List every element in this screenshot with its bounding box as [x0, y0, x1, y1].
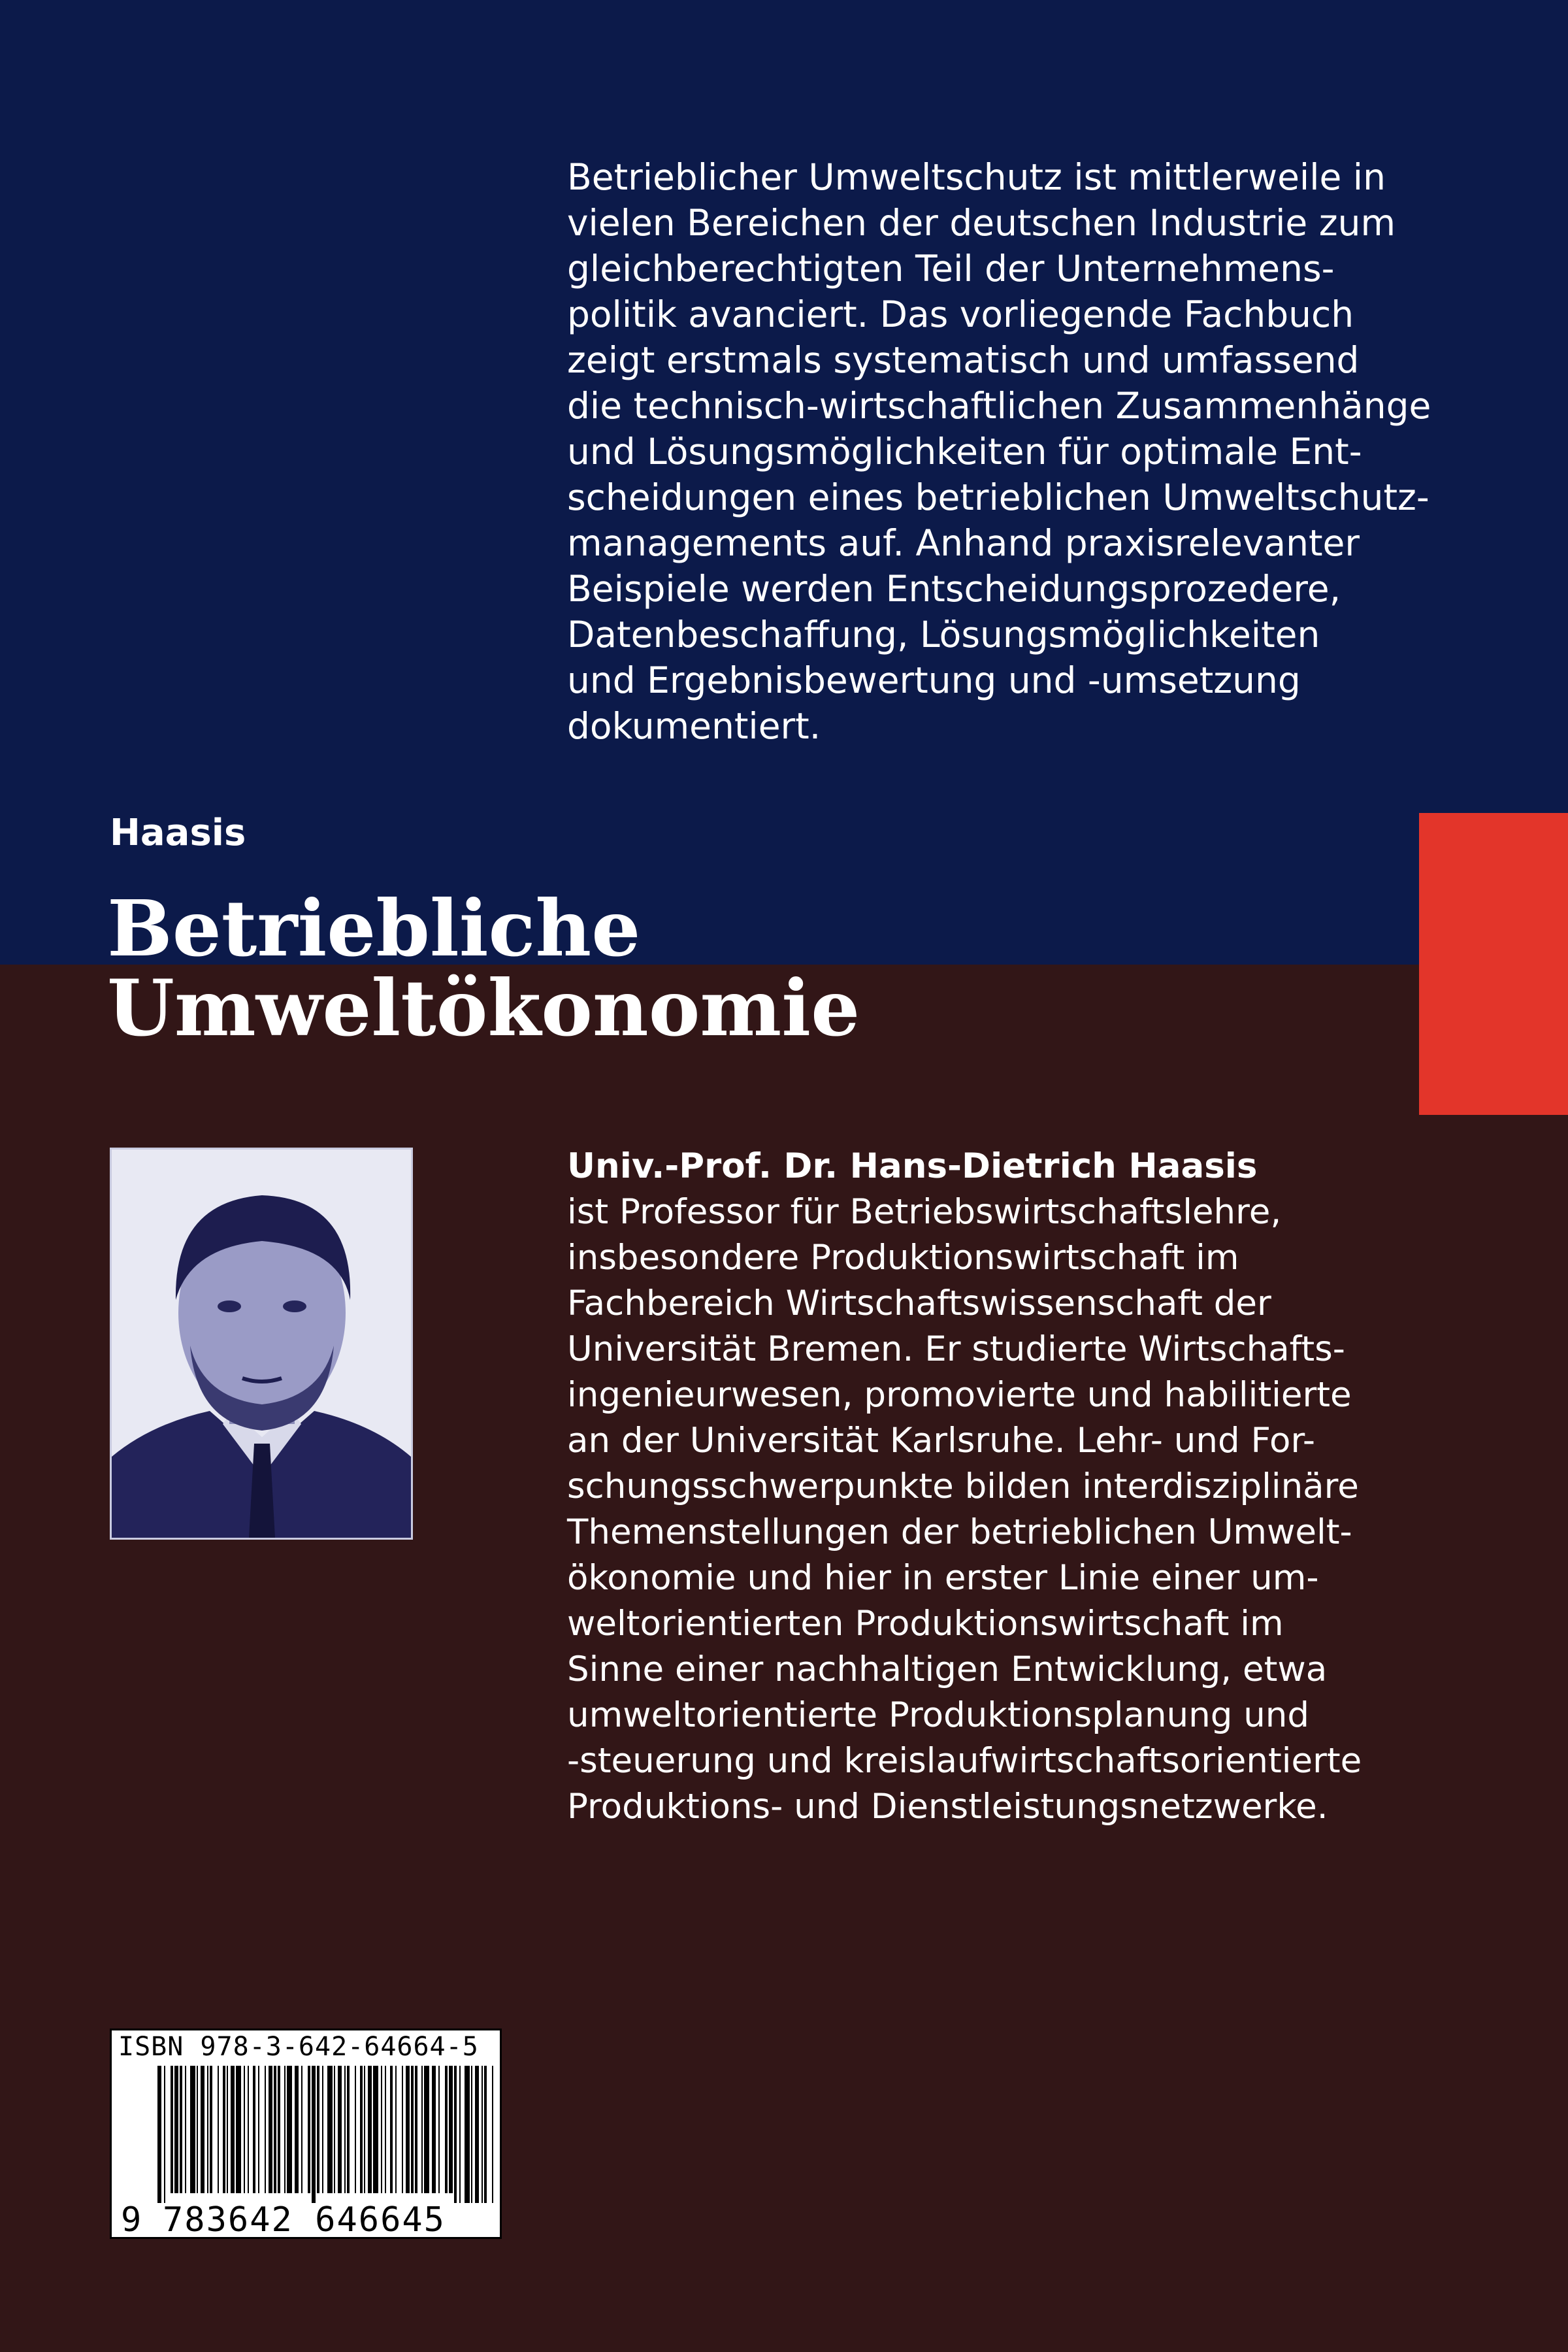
barcode-bar [248, 2066, 249, 2193]
barcode-bar [190, 2066, 195, 2193]
barcode-bar [180, 2066, 182, 2193]
barcode-bar [355, 2066, 356, 2193]
bio-line: Universität Bremen. Er studierte Wirtschafts- [567, 1329, 1345, 1369]
barcode-bar [157, 2066, 161, 2203]
barcode-bar [385, 2066, 386, 2193]
barcode-bar [284, 2066, 286, 2193]
barcode-bar [471, 2066, 472, 2203]
barcode-bar [395, 2066, 397, 2193]
ean-digits: 783642 646645 [163, 2200, 446, 2240]
barcode-bar [227, 2066, 228, 2193]
barcode-bar [174, 2066, 178, 2193]
bio-line: an der Universität Karlsruhe. Lehr- und For- [567, 1421, 1315, 1461]
barcode-bar [308, 2066, 310, 2193]
bio-line: weltorientierten Produktionswirtschaft im [567, 1604, 1284, 1644]
barcode-bar [327, 2066, 333, 2193]
bio-line: Themenstellungen der betrieblichen Umwelt- [567, 1512, 1352, 1552]
barcode-bar [253, 2066, 255, 2193]
barcode-bar [445, 2066, 448, 2193]
bio-line: umweltorientierte Produktionsplanung und [567, 1695, 1310, 1735]
barcode-bar [322, 2066, 323, 2193]
barcode-bar [231, 2066, 235, 2193]
bio-line: insbesondere Produktionswirtschaft im [567, 1238, 1239, 1278]
barcode-bar [210, 2066, 212, 2193]
barcode-bar [432, 2066, 436, 2193]
barcode-bar [218, 2066, 219, 2193]
author-name: Haasis [110, 812, 246, 854]
barcode-bar [171, 2066, 173, 2193]
blurb-line: Beispiele werden Entscheidungsprozedere, [567, 568, 1341, 610]
blurb-line: politik avanciert. Das vorliegende Fachbuch [567, 293, 1354, 335]
blurb-line: Datenbeschaffung, Lösungsmöglichkeiten [567, 614, 1320, 655]
blurb-line: zeigt erstmals systematisch und umfassend [567, 339, 1360, 381]
author-bio [567, 1144, 1416, 1830]
book-title [107, 883, 860, 1053]
barcode-bar [454, 2066, 457, 2203]
barcode-bar [424, 2066, 429, 2193]
barcode-bar [411, 2066, 414, 2193]
barcode-bar [415, 2066, 417, 2193]
barcode-bar [207, 2066, 208, 2193]
blurb-line: und Ergebnisbewertung und -umsetzung [567, 659, 1301, 701]
book-title-line: Betriebliche [107, 883, 641, 974]
barcode-bar [287, 2066, 292, 2193]
barcode-bar [368, 2066, 372, 2193]
barcode-bar [390, 2066, 393, 2193]
blurb-line: managements auf. Anhand praxisrelevanter [567, 522, 1360, 564]
blurb-line: gleichberechtigten Teil der Unternehmens- [567, 248, 1335, 290]
blurb-line: vielen Bereichen der deutschen Industrie zum [567, 202, 1396, 244]
barcode-bar [421, 2066, 423, 2193]
bio-line: -steuerung und kreislaufwirtschaftsorientierte [567, 1741, 1362, 1781]
blurb-line: die technisch-wirtschaftlichen Zusammenhänge [567, 385, 1431, 427]
barcode-bar [475, 2066, 479, 2203]
bio-line: ingenieurwesen, promovierte und habilitierte [567, 1375, 1352, 1415]
barcode-bar [197, 2066, 198, 2193]
blurb-line: und Lösungsmöglichkeiten für optimale Ent- [567, 431, 1362, 472]
book-title-line: Umweltökonomie [107, 963, 860, 1053]
barcode-bar [258, 2066, 259, 2193]
blurb-line: dokumentiert. [567, 705, 821, 747]
blurb-line: Betrieblicher Umweltschutz ist mittlerweile in [567, 156, 1386, 198]
author-photo [110, 1148, 413, 1540]
isbn-barcode [110, 2029, 502, 2239]
barcode-bar [201, 2066, 204, 2193]
barcode-bars [157, 2066, 497, 2203]
barcode-bar [482, 2066, 483, 2203]
barcode-bar [402, 2066, 403, 2193]
barcode-bar [492, 2066, 493, 2203]
barcode-bar [244, 2066, 245, 2193]
barcode-bar [334, 2066, 335, 2193]
barcode-bar [274, 2066, 276, 2193]
barcode-bar [338, 2066, 342, 2193]
barcode-bar [269, 2066, 272, 2193]
barcode-bar [295, 2066, 299, 2193]
barcode-bar [344, 2066, 346, 2193]
barcode-bar [164, 2066, 165, 2203]
bio-name: Univ.-Prof. Dr. Hans-Dietrich Haasis [567, 1146, 1258, 1186]
barcode-bar [223, 2066, 225, 2193]
barcode-bar [317, 2066, 319, 2193]
barcode-bar [381, 2066, 382, 2193]
barcode-bar [406, 2066, 410, 2193]
barcode-bar [438, 2066, 440, 2193]
author-portrait-illustration [112, 1150, 411, 1538]
barcode-bar [360, 2066, 363, 2193]
blurb-line: scheidungen eines betrieblichen Umweltschutz- [567, 476, 1429, 518]
barcode-bar [347, 2066, 350, 2193]
barcode-bar [373, 2066, 378, 2193]
barcode-bar [236, 2066, 241, 2193]
bio-line: Fachbereich Wirtschaftswissenschaft der [567, 1284, 1271, 1323]
barcode-bar [465, 2066, 470, 2203]
barcode-bar [484, 2066, 487, 2203]
barcode-bar [185, 2066, 186, 2193]
ean-first-digit: 9 [121, 2200, 142, 2240]
barcode-bar [265, 2066, 266, 2193]
isbn-label: ISBN 978-3-642-64664-5 [118, 2032, 479, 2062]
bio-line: ist Professor für Betriebswirtschaftslehre, [567, 1192, 1282, 1232]
barcode-bar [278, 2066, 280, 2193]
bio-line: Produktions- und Dienstleistungsnetzwerke. [567, 1787, 1328, 1827]
barcode-bar [301, 2066, 302, 2193]
barcode-bar [312, 2066, 316, 2203]
bio-line: ökonomie und hier in erster Linie einer um- [567, 1558, 1319, 1598]
bio-line: Sinne einer nachhaltigen Entwicklung, etwa [567, 1649, 1328, 1689]
accent-tab [1419, 813, 1568, 1115]
cover-blurb [567, 154, 1508, 749]
bio-line: schungsschwerpunkte bilden interdisziplinäre [567, 1466, 1359, 1506]
barcode-bar [364, 2066, 365, 2193]
barcode-bar [459, 2066, 461, 2203]
barcode-bar [449, 2066, 453, 2193]
